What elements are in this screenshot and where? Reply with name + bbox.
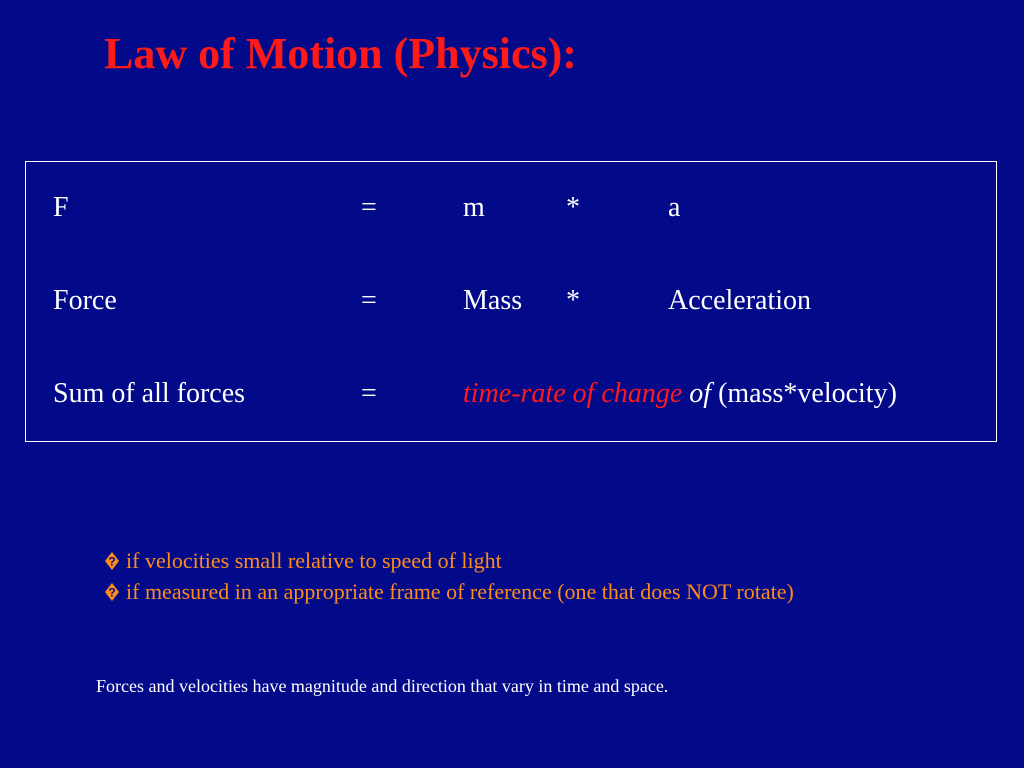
rate-of-change-text: time-rate of change (463, 378, 683, 409)
equation-rhs (463, 374, 897, 414)
multiply-sign: * (566, 192, 580, 223)
equation-lhs: Force (53, 285, 117, 316)
footer-text: Forces and velocities have magnitude and direction that vary in time and space. (96, 676, 669, 696)
slide-title: Law of Motion (Physics): (104, 29, 577, 78)
unknown-character-icon (104, 551, 120, 571)
conditions-list (104, 545, 794, 607)
equation-term-acceleration: Acceleration (668, 285, 812, 316)
equation-term-mass: m (463, 192, 485, 223)
equation-term-acceleration: a (668, 192, 681, 223)
of-text: of (689, 378, 712, 409)
equation-box (25, 161, 997, 442)
equals-sign: = (361, 192, 377, 223)
equation-term-mass: Mass (463, 285, 523, 316)
equals-sign: = (361, 285, 377, 316)
equation-lhs: Sum of all forces (53, 378, 246, 409)
equals-sign: = (361, 378, 377, 409)
svg-text:?: ? (108, 554, 116, 569)
note-text: if measured in an appropriate frame of reference (one that does NOT rotate) (126, 579, 794, 604)
unknown-character-icon (104, 582, 120, 602)
unknown-character-glyph (104, 551, 120, 571)
svg-text:?: ? (108, 585, 116, 600)
momentum-text: (mass*velocity) (718, 378, 897, 409)
list-item (104, 545, 794, 576)
unknown-character-glyph (104, 582, 120, 602)
note-text: if velocities small relative to speed of light (126, 548, 502, 573)
list-item (104, 576, 794, 607)
multiply-sign: * (566, 285, 580, 316)
equation-lhs: F (53, 192, 69, 223)
